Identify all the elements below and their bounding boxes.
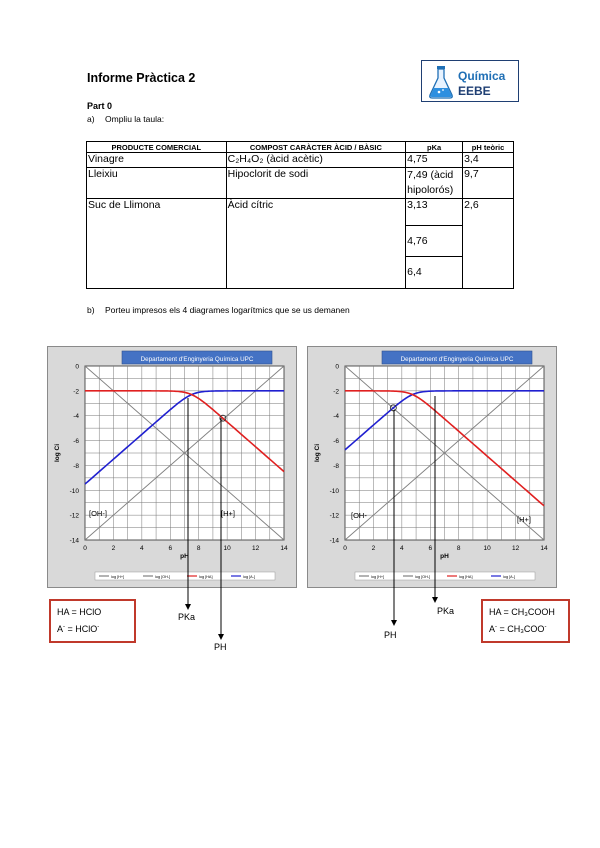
x-axis-label: pH — [180, 553, 189, 560]
y-tick-label: -14 — [69, 537, 79, 545]
x-tick-label: 6 — [168, 545, 173, 552]
y-tick-label: -12 — [69, 512, 79, 520]
formula-ha: HA = HClO — [57, 607, 102, 617]
x-tick-label: 14 — [280, 545, 288, 552]
arrow-pka-1-head — [185, 604, 191, 610]
ph-label-2: PH — [384, 630, 397, 640]
part-heading: Part 0 — [87, 101, 113, 111]
arrow-ph-1-head — [218, 634, 224, 640]
x-tick-label: 0 — [343, 545, 347, 552]
table-cell: Vinagre — [87, 153, 227, 168]
legend-label: log [OH-] — [415, 575, 431, 579]
formula-a-symbol: A — [57, 624, 64, 634]
y-tick-label: -8 — [73, 462, 79, 470]
arrow-pka-2-head — [432, 597, 438, 603]
x-tick-label: 8 — [456, 545, 461, 552]
formula-a-value: = HClO — [65, 624, 98, 634]
table-cell: 3,13 — [406, 199, 462, 226]
y-tick-label: -10 — [329, 487, 339, 495]
y-tick-label: -2 — [73, 388, 79, 396]
pka-label-2: PKa — [437, 606, 455, 616]
table-cell: Hipoclorit de sodi — [226, 168, 405, 199]
y-tick-label: 0 — [335, 363, 339, 371]
formula-a — [57, 620, 128, 637]
formula-a-value-charge: - — [544, 624, 547, 630]
annotation-oh: [OH-] — [89, 509, 107, 518]
x-tick-label: 10 — [223, 545, 231, 552]
table-cell: 4,76 — [406, 226, 462, 257]
formula-a-charge: - — [495, 624, 498, 630]
x-tick-label: 2 — [111, 545, 116, 552]
chart-title: Departament d'Enginyeria Química UPC — [400, 356, 514, 363]
legend-label: log [H+] — [111, 575, 125, 579]
table-cell: 9,7 — [463, 168, 514, 199]
column-header: PRODUCTE COMERCIAL — [87, 142, 227, 153]
x-tick-label: 6 — [428, 545, 433, 552]
formula-a-symbol: A — [489, 624, 496, 634]
y-tick-label: -4 — [333, 413, 339, 421]
y-tick-label: -6 — [333, 438, 339, 446]
table-cell: Suc de Llimona — [87, 199, 227, 289]
column-header: COMPOST CARÀCTER ÀCID / BÀSIC — [226, 142, 405, 153]
question-b-number: b) — [87, 305, 95, 315]
y-tick-label: -12 — [329, 512, 339, 520]
formula-a-charge: - — [63, 624, 66, 630]
y-axis-label: log Ci — [54, 443, 61, 463]
formula-box-acetic — [481, 599, 570, 643]
table-cell: Àcid cítric — [226, 199, 405, 289]
y-tick-label: -4 — [73, 413, 79, 421]
page-title: Informe Pràctica 2 — [87, 71, 196, 85]
pka-label-1: PKa — [178, 612, 196, 622]
legend-label: log [OH-] — [155, 575, 171, 579]
question-a-number: a) — [87, 114, 95, 124]
y-tick-label: -2 — [333, 388, 339, 396]
x-axis-label: pH — [440, 553, 449, 560]
arrow-ph-2-head — [391, 620, 397, 626]
table-cell: 7,49 (àcid hipolorós) — [406, 168, 463, 199]
x-tick-label: 2 — [371, 545, 376, 552]
formula-a-value-charge: - — [97, 624, 100, 630]
question-a-text: Ompliu la taula: — [105, 114, 165, 124]
legend-label: log [A-] — [243, 575, 256, 579]
y-tick-label: -8 — [333, 462, 339, 470]
logo-line2: EEBE — [458, 84, 491, 98]
legend-label: log [A-] — [503, 575, 516, 579]
table-cell: C₂H₄O₂ (àcid acètic) — [226, 153, 405, 168]
formula-a — [489, 620, 562, 637]
chart-title: Departament d'Enginyeria Química UPC — [140, 356, 254, 363]
annotation-h: [H+] — [517, 515, 531, 524]
y-tick-label: -14 — [329, 537, 339, 545]
y-tick-label: -10 — [69, 487, 79, 495]
x-tick-label: 4 — [400, 545, 404, 552]
table-cell: Lleixiu — [87, 168, 227, 199]
column-header: pKa — [406, 142, 463, 153]
table-cell: 6,4 — [407, 266, 422, 278]
table-cell: 2,6 — [463, 199, 514, 289]
annotation-h: [H+] — [221, 509, 235, 518]
column-header: pH teòric — [463, 142, 514, 153]
x-tick-label: 12 — [511, 545, 520, 552]
question-b-text: Porteu impresos els 4 diagrames logarítmics que se us demanen — [105, 305, 350, 315]
x-tick-label: 4 — [140, 545, 144, 552]
x-tick-label: 10 — [483, 545, 491, 552]
y-tick-label: -6 — [73, 438, 79, 446]
x-tick-label: 0 — [83, 545, 87, 552]
x-tick-label: 12 — [251, 545, 260, 552]
x-tick-label: 14 — [540, 545, 548, 552]
formula-a-value: = CH₃COO — [497, 624, 545, 634]
legend-label: log [HA] — [199, 575, 213, 579]
ph-label-1: PH — [214, 642, 227, 652]
legend-label: log [H+] — [371, 575, 385, 579]
logo-line1: Química — [458, 69, 506, 83]
formula-ha: HA = CH₃COOH — [489, 607, 555, 617]
table-cell: 3,4 — [463, 153, 514, 168]
annotation-oh: [OH- — [351, 511, 367, 520]
formula-box-hclo — [49, 599, 136, 643]
table-cell: 4,75 — [406, 153, 463, 168]
x-tick-label: 8 — [196, 545, 201, 552]
y-axis-label: log Ci — [314, 443, 321, 463]
y-tick-label: 0 — [75, 363, 79, 371]
legend-label: log [HA] — [459, 575, 473, 579]
